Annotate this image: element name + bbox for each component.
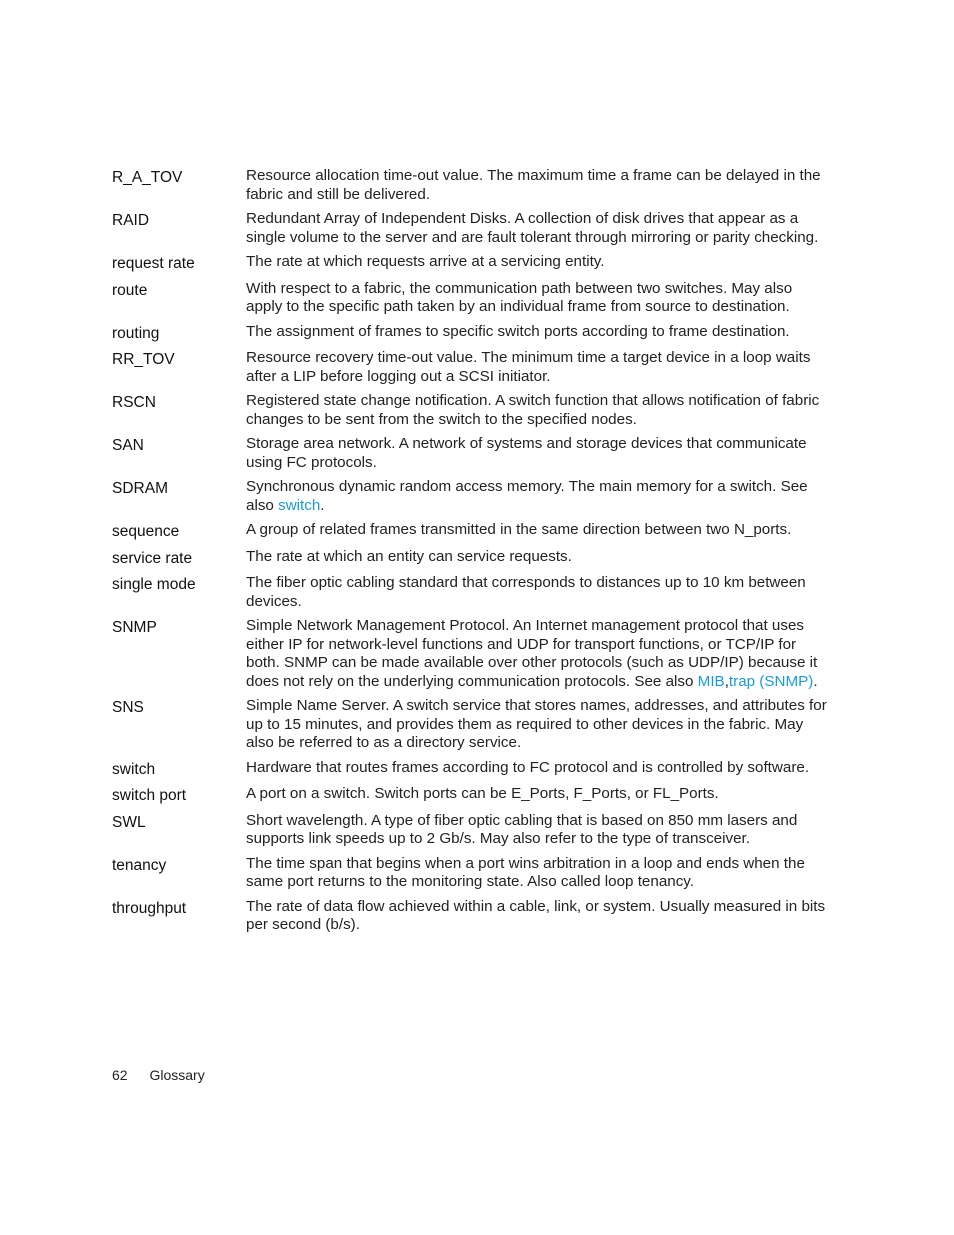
glossary-entry xyxy=(112,759,827,780)
glossary-definition: The fiber optic cabling standard that corresponds to distances up to 10 km between devices. xyxy=(246,574,806,610)
glossary-definition: Short wavelength. A type of fiber optic cabling that is based on 850 mm lasers and supports link speeds up to 2 Gb/s. May also refer to the type of transceiver. xyxy=(246,811,798,847)
definition-tail: . xyxy=(320,496,325,514)
glossary-term: service rate xyxy=(112,549,193,567)
glossary-entry xyxy=(112,349,827,386)
glossary-definition: The rate at which requests arrive at a servicing entity. xyxy=(246,253,605,270)
glossary-entry xyxy=(112,280,827,317)
glossary-entry xyxy=(112,812,827,849)
glossary-term: tenancy xyxy=(112,856,167,874)
definition-text: Simple Network Management Protocol. An Internet management protocol that uses either IP for network-level functions and UDP for transport functions, or TCP/IP for both. SNMP can be made available over other protocols (such as UDP/IP) because it does not rely on the underlying communication protocols. See also xyxy=(246,617,818,690)
glossary-entry xyxy=(112,898,827,935)
glossary-entry xyxy=(112,435,827,472)
footer-section-title: Glossary xyxy=(149,1067,205,1083)
glossary-term: SNMP xyxy=(112,619,157,636)
glossary-definition: The assignment of frames to specific switch ports according to frame destination. xyxy=(246,322,790,340)
glossary-entry xyxy=(112,253,827,274)
glossary-definition: The rate at which an entity can service requests. xyxy=(246,547,572,565)
glossary-entry xyxy=(112,167,827,204)
glossary-definition-with-link xyxy=(246,617,827,691)
glossary-term: switch xyxy=(112,760,156,778)
glossary-entry xyxy=(112,617,827,691)
glossary-term: route xyxy=(112,281,148,299)
glossary-term: R_A_TOV xyxy=(112,169,183,186)
glossary-definition: Hardware that routes frames according to FC protocol and is controlled by software. xyxy=(246,758,810,776)
glossary-entry xyxy=(112,785,827,806)
glossary-term: RR_TOV xyxy=(112,351,175,368)
glossary-term: SAN xyxy=(112,437,144,454)
definition-text: Synchronous dynamic random access memory. The main memory for a switch. See also xyxy=(246,478,808,514)
glossary-entry xyxy=(112,574,827,611)
glossary-term: RSCN xyxy=(112,394,156,411)
glossary-term: request rate xyxy=(112,255,195,272)
glossary-entry xyxy=(112,521,827,542)
glossary-definition: With respect to a fabric, the communication path between two switches. May also apply to the specific path taken by an individual frame from source to destination. xyxy=(246,279,793,315)
glossary-list xyxy=(112,167,827,941)
mib-link[interactable]: MIB xyxy=(697,672,725,690)
glossary-entry xyxy=(112,392,827,429)
glossary-term: throughput xyxy=(112,899,187,917)
glossary-entry xyxy=(112,478,827,515)
glossary-entry xyxy=(112,323,827,344)
glossary-definition: A group of related frames transmitted in the same direction between two N_ports. xyxy=(246,521,792,538)
glossary-term: SWL xyxy=(112,813,146,831)
glossary-term: SNS xyxy=(112,699,144,716)
page-number: 62 xyxy=(112,1067,128,1083)
trap-snmp-link[interactable]: trap (SNMP) xyxy=(728,672,814,690)
glossary-definition: The time span that begins when a port wins arbitration in a loop and ends when the same port returns to the monitoring state. Also called loop tenancy. xyxy=(246,854,805,890)
link-separator: , xyxy=(724,672,729,690)
glossary-term: single mode xyxy=(112,576,196,593)
glossary-definition: The rate of data flow achieved within a cable, link, or system. Usually measured in bits per second (b/s). xyxy=(246,897,826,933)
glossary-definition: Storage area network. A network of systems and storage devices that communicate using FC protocols. xyxy=(246,435,807,471)
page-footer xyxy=(112,1067,205,1083)
glossary-term: sequence xyxy=(112,523,180,540)
glossary-term: SDRAM xyxy=(112,480,168,497)
glossary-definition: Simple Name Server. A switch service that stores names, addresses, and attributes for up to 15 minutes, and provides them as required to other devices in the fabric. May also be referred to as a directory service. xyxy=(246,697,827,751)
switch-link[interactable]: switch xyxy=(278,496,321,514)
glossary-definition: Redundant Array of Independent Disks. A collection of disk drives that appear as a single volume to the server and are fault tolerant through mirroring or parity checking. xyxy=(246,210,819,246)
glossary-definition: A port on a switch. Switch ports can be E_Ports, F_Ports, or FL_Ports. xyxy=(246,785,719,802)
glossary-entry xyxy=(112,548,827,569)
glossary-term: RAID xyxy=(112,212,150,229)
glossary-term: routing xyxy=(112,324,160,342)
definition-tail: . xyxy=(813,672,818,690)
glossary-term: switch port xyxy=(112,787,187,804)
glossary-entry xyxy=(112,855,827,892)
glossary-entry xyxy=(112,697,827,753)
glossary-definition-with-link xyxy=(246,478,827,515)
glossary-definition: Registered state change notification. A switch function that allows notification of fabric changes to be sent from the switch to the specified nodes. xyxy=(246,392,820,428)
glossary-definition: Resource recovery time-out value. The minimum time a target device in a loop waits after a LIP before logging out a SCSI initiator. xyxy=(246,349,811,385)
glossary-entry xyxy=(112,210,827,247)
glossary-definition: Resource allocation time-out value. The maximum time a frame can be delayed in the fabric and still be delivered. xyxy=(246,167,821,203)
